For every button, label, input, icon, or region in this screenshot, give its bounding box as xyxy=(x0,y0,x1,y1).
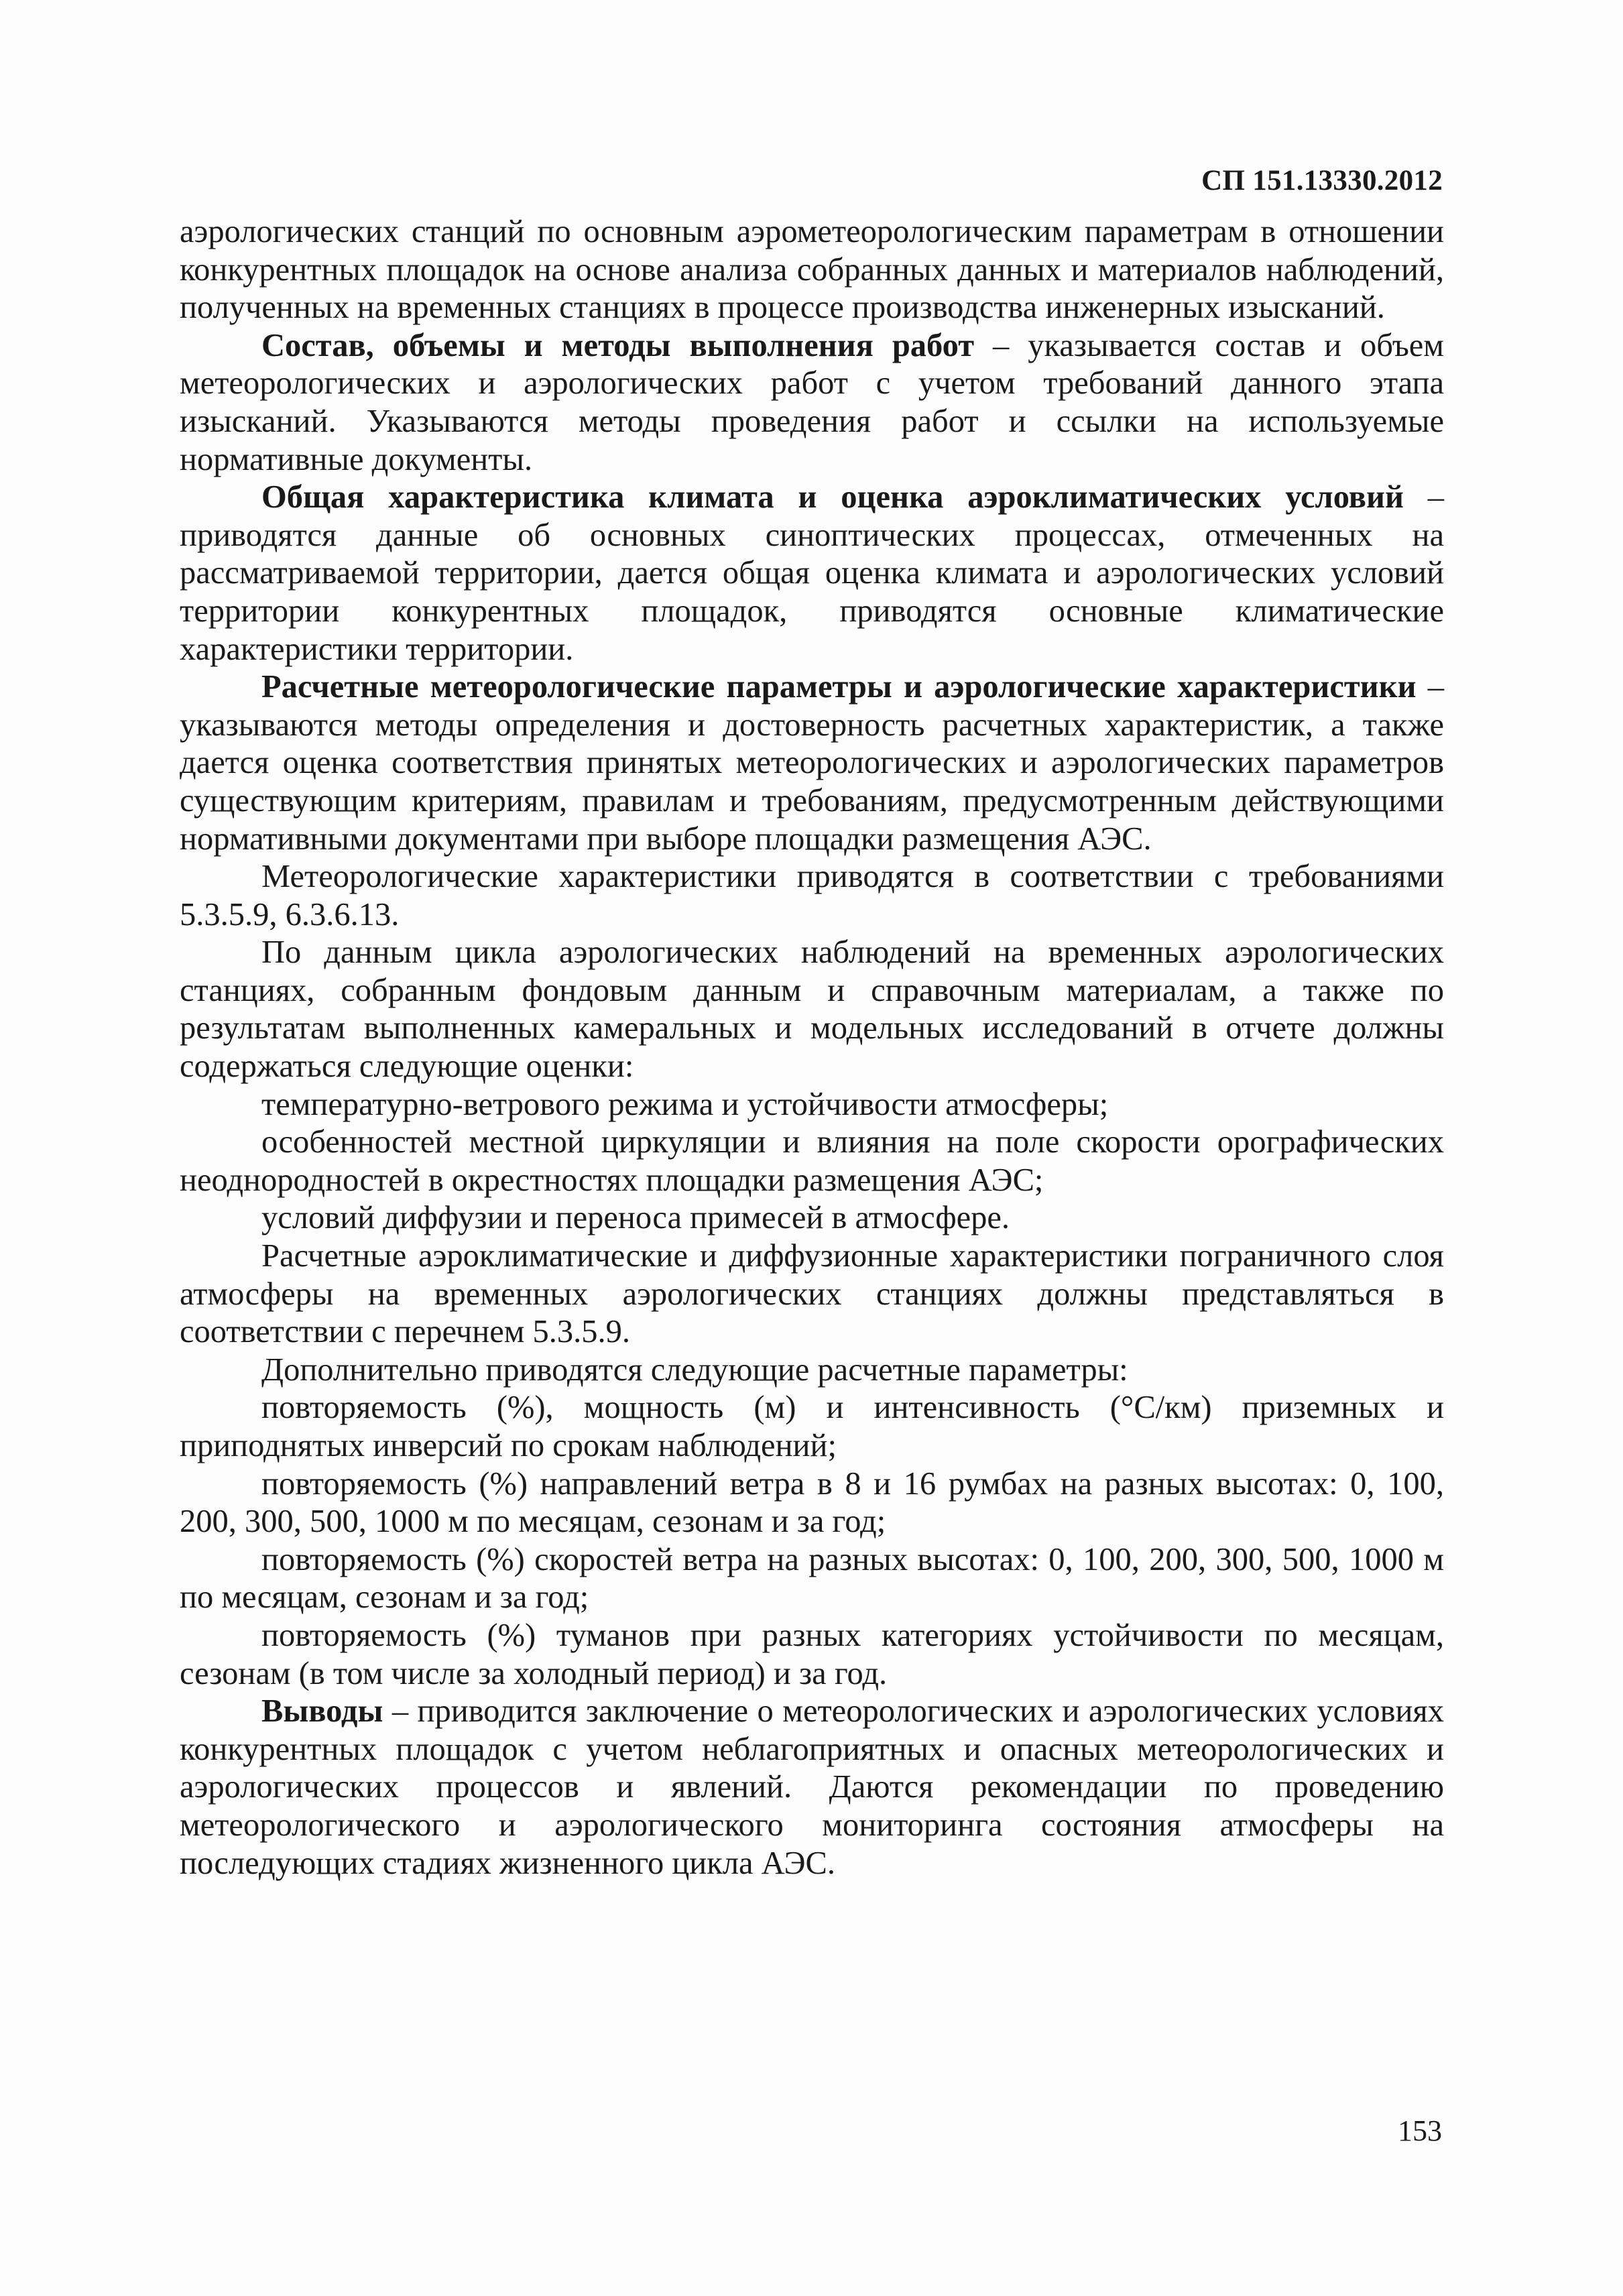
paragraph-text: – приводится заключение о метеорологических и аэрологических условиях конкурентных площадок с учетом неблагоприятных и опасных метеорологических и аэрологических процессов и явлений. Даются рекомендации по проведению метеорологического и аэрологического мониторинга состояния атмосферы на последующих стадиях жизненного цикла АЭС. xyxy=(180,1693,1444,1881)
paragraph-continuation: аэрологических станций по основным аэрометеорологическим параметрам в отношении конкурентных площадок на основе анализа собранных данных и материалов наблюдений, полученных на временных станциях в процессе производства инженерных изысканий. xyxy=(180,214,1444,326)
paragraph-heading: Общая характеристика климата и оценка аэроклиматических условий xyxy=(261,479,1404,516)
paragraph-conclusions xyxy=(180,1693,1444,1882)
list-item: температурно-ветрового режима и устойчивости атмосферы; xyxy=(261,1086,1109,1122)
paragraph-text: – приводятся данные об основных синоптических процессах, отмеченных на рассматриваемой территории, дается общая оценка климата и аэрологических условий территории конкурентных площадок, приводятся основные климатические характеристики территории. xyxy=(180,479,1444,667)
paragraph-meteo-characteristics: Метеорологические характеристики приводятся в соответствии с требованиями 5.3.5.9, 6.3.6.13. xyxy=(180,859,1444,932)
paragraph-text: – указываются методы определения и достоверность расчетных характеристик, а также дается оценка соответствия принятых метеорологических и аэрологических параметров существующим критериям, правилам и требованиям, предусмотренным действующими нормативными документами при выборе площадки размещения АЭС. xyxy=(180,669,1444,857)
document-code: СП 151.13330.2012 xyxy=(1201,165,1443,196)
list-item: особенностей местной циркуляции и влияния на поле скорости орографических неоднородностей в окрестностях площадки размещения АЭС; xyxy=(180,1124,1444,1198)
paragraph-text: – указывается состав и объем метеорологических и аэрологических работ с учетом требований данного этапа изысканий. Указываются методы проведения работ и ссылки на используемые нормативные документы. xyxy=(180,327,1444,477)
paragraph-heading: Состав, объемы и методы выполнения работ xyxy=(261,327,975,363)
paragraph-design-parameters xyxy=(180,668,1444,858)
paragraph-boundary-layer: Расчетные аэроклиматические и диффузионные характеристики пограничного слоя атмосферы на временных аэрологических станциях должны представляться в соответствии с перечнем 5.3.5.9. xyxy=(180,1238,1444,1350)
page-number: 153 xyxy=(1398,2114,1442,2147)
list-item: условий диффузии и переноса примесей в атмосфере. xyxy=(261,1200,1010,1236)
list-item: повторяемость (%) скоростей ветра на разных высотах: 0, 100, 200, 300, 500, 1000 м по месяцам, сезонам и за год; xyxy=(180,1541,1444,1616)
document-body xyxy=(180,213,1444,1882)
paragraph-heading: Расчетные метеорологические параметры и аэрологические характеристики xyxy=(261,669,1417,705)
list-item: повторяемость (%) туманов при разных категориях устойчивости по месяцам, сезонам (в том числе за холодный период) и за год. xyxy=(180,1617,1444,1691)
list-item: повторяемость (%), мощность (м) и интенсивность (°C/км) приземных и приподнятых инверсий по срокам наблюдений; xyxy=(180,1390,1444,1463)
paragraph-climate-overview xyxy=(180,479,1444,668)
paragraph-heading: Выводы xyxy=(261,1693,383,1730)
paragraph-scope-of-work xyxy=(180,327,1444,479)
list-item: повторяемость (%) направлений ветра в 8 и 16 румбах на разных высотах: 0, 100, 200, 300, 500, 1000 м по месяцам, сезонам и за год; xyxy=(180,1465,1444,1540)
paragraph-assessments-intro: По данным цикла аэрологических наблюдений на временных аэрологических станциях, собранным фондовым данным и справочным материалам, а также по результатам выполненных камеральных и модельных исследований в отчете должны содержаться следующие оценки: xyxy=(180,934,1444,1085)
paragraph-additional-params: Дополнительно приводятся следующие расчетные параметры: xyxy=(261,1351,1128,1388)
